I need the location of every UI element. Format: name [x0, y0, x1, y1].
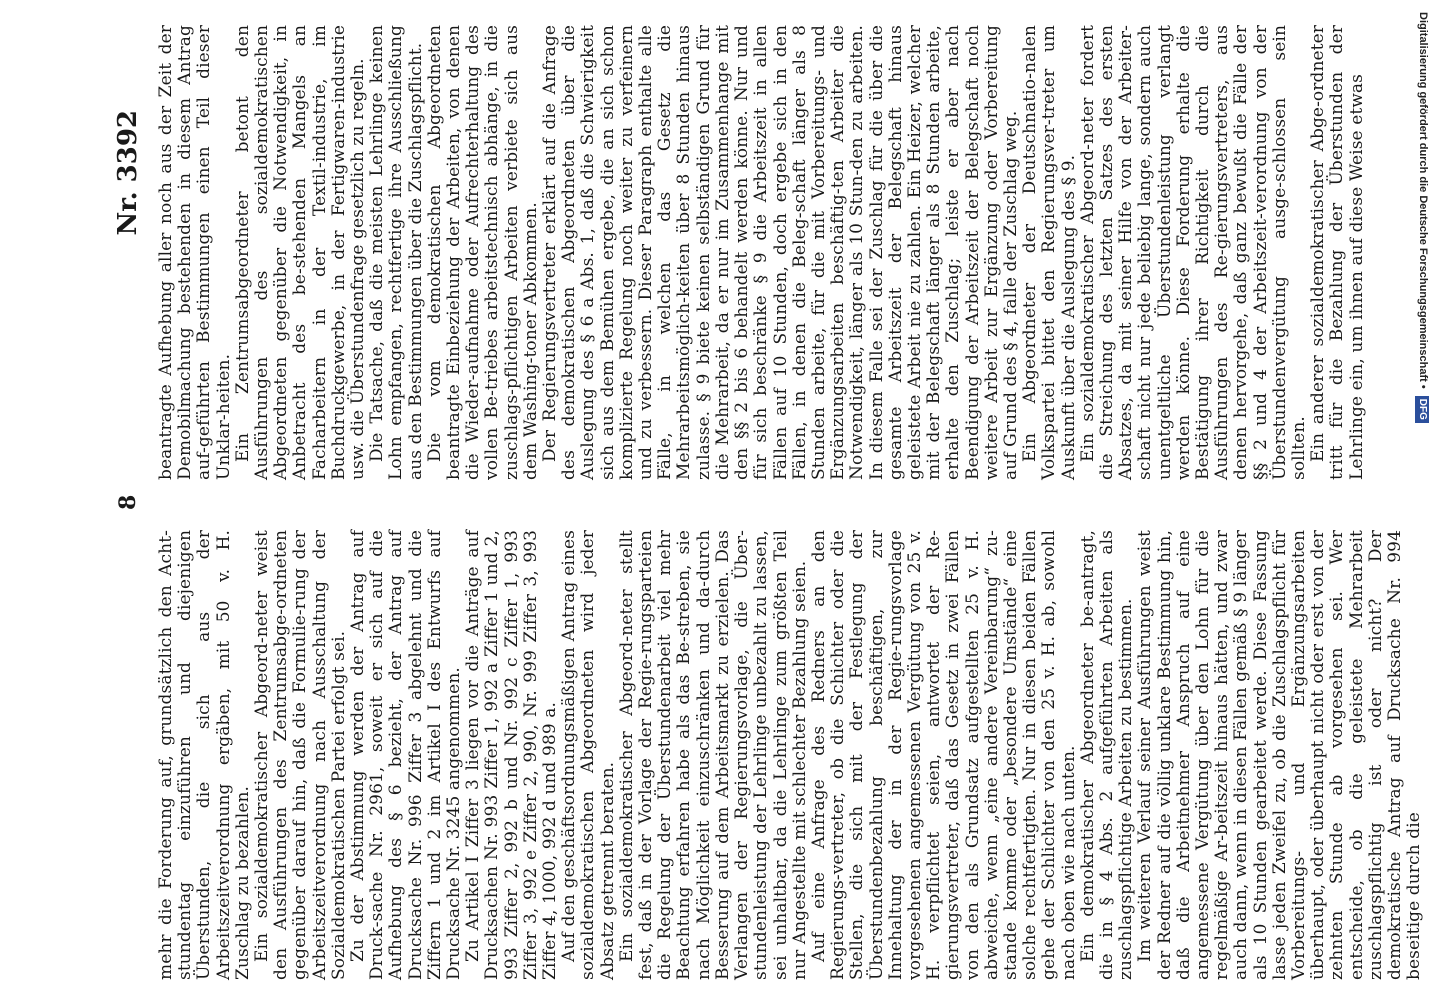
paragraph: Ein sozialdemokratischer Abgeord-neter weist den Ausführungen des Zentrumsabge-ordneten gegenüber darauf hin, daß die Formulie-rung der Arbeitszeitverordnung nach Ausschaltung der Sozialdemokratischen Partei erfolgt sei.: [252, 530, 349, 980]
paragraph: Der Regierungsvertreter erklärt auf die Anfrage des demokratischen Abgeordneten über die Auslegung des § 6 a Abs. 1, daß die Schwierigkeit sich aus dem Bemühen ergebe, die an sich schon komplizierte Regelung noch weiter zu verfeinern und zu verbessern. Dieser Paragraph enthalte alle Fälle, in welchen das Gesetz die Mehrarbeitsmöglich-keiten über 8 Stunden hinaus zulasse. § 9 biete keinen selbständigen Grund für die Mehrarbeit, da er nur im Zusammenhange mit den §§ 2 bis 6 behandelt werden könne. Nur und für sich beschränke § 9 die Arbeitszeit in allen Fällen auf 10 Stunden, doch ergebe sich in den Fällen, in denen die Beleg-schaft länger als 8 Stunden arbeite, für die mit Vorbereitungs- und Ergänzungsarbeiten beschäftig-ten Arbeiter die Notwendigkeit, länger als 10 Stun-den zu arbeiten. In diesem Falle sei der Zuschlag für die über die gesamte Arbeitszeit der Belegschaft hinaus geleistete Arbeit nie zu zahlen. Ein Heizer, welcher mit der Belegschaft länger als 8 Stunden arbeite, erhalte den Zuschlag; leiste er aber nach Beendigung der Arbeitszeit der Belegschaft noch weitere Arbeit zur Ergänzung oder Vorbereitung auf Grund des § 4, falle der Zuschlag weg.: [540, 25, 1021, 480]
paragraph: Zu der Abstimmung werden der Antrag auf Druck-sache Nr. 2961, soweit er sich auf die Aufhebung des § 6 bezieht, der Antrag auf Drucksache Nr. 996 Ziffer 3 abgelehnt und die Ziffern 1 und 2 im Artikel I des Entwurfs auf Drucksache Nr. 3245 angenommen.: [348, 530, 465, 980]
paragraph: Die Tatsache, daß die meisten Lehrlinge keinen Lohn empfangen, rechtfertige ihre Ausschließung aus den Bestimmungen über die Zuschlagspflicht.: [367, 25, 426, 480]
paragraph: Die vom demokratischen Abgeordneten beantragte Einbeziehung der Arbeiten, von denen die Wieder-aufnahme oder Aufrechterhaltung des vollen Be-triebes arbeitstechnisch abhänge, in die zuschlags-pflichtigen Arbeiten verbiete sich aus dem Washing-toner Abkommen.: [424, 25, 541, 480]
page-number: 8: [115, 494, 141, 510]
dfg-logo: DFG: [1415, 396, 1429, 423]
digitization-credit: [1412, 0, 1434, 1000]
paragraph: Ein Abgeordneter der Deutschnatio-nalen Volkspartei bittet den Regierungsver-treter um Auskunft über die Auslegung des § 9.: [1020, 25, 1079, 480]
paragraph: Ein sozialdemokratischer Abgeord-neter fordert die Streichung des letzten Satzes des ersten Absatzes, da mit seiner Hilfe von der Arbeiter-schaft nicht nur jede beliebig lange, sondern auch unentgeltliche Überstundenleistung verlangt werden könne. Diese Forderung erhalte die Bestätigung ihrer Richtigkeit durch die Ausführungen des Re-gierungsvertreters, aus denen hervorgehe, daß ganz bewußt die Fälle der §§ 2 und 4 der Arbeitszeit-verordnung von der Überstundenvergütung ausge-schlossen sein sollten.: [1077, 25, 1309, 480]
paragraph: Auf eine Anfrage des Redners an den Regierungs-vertreter, ob die Schichter oder die Stellen, die sich mit der Festlegung der Überstundenbezahlung beschäftigen, zur Innehaltung der in der Regie-rungsvorlage vorgesehenen angemessenen Vergütung von 25 v. H. verpflichtet seien, antwortet der Re-gierungsvertreter, daß das Gesetz in zwei Fällen von den als Grundsatz aufgestellten 25 v. H. abweiche, wenn „eine andere Vereinbarung“ zu-stande komme oder „besondere Umstände“ eine solche rechtfertigten. Nur in diesen beiden Fällen gehe der Schlichter von den 25 v. H. ab, sowohl nach oben wie nach unten.: [808, 530, 1079, 980]
credit-line: [1412, 0, 1434, 1000]
paragraph: Ein demokratischer Abgeordneter be-antragt, die in § 4 Abs. 2 aufgeführten Arbeiten als zuschlagspflichtige Arbeiten zu bestimmen.: [1077, 530, 1137, 980]
paragraph: mehr die Forderung auf, grundsätzlich den Acht-stundentag einzuführen und diejenigen Überstunden, die sich aus der Arbeitszeitverordnung ergäben, mit 50 v. H. Zuschlag zu bezahlen.: [156, 530, 253, 980]
text-column-left: [156, 530, 1425, 980]
paragraph: Zu Artikel I Ziffer 3 liegen vor die Anträge auf Drucksachen Nr. 993 Ziffer 1, 992 a Ziffer 1 und 2, 993 Ziffer 2, 992 b und Nr. 992 c Ziffer 1, 993 Ziffer 3, 992 e Ziffer 2, 990, Nr. 999 Ziffer 3, 993 Ziffer 4, 1000, 992 d und 989 a.: [463, 530, 561, 980]
paragraph: Im weiteren Verlauf seiner Ausführungen weist der Redner auf die völlig unklare Bestimmung hin, daß die Arbeitnehmer Anspruch auf eine angemessene Vergütung über den Lohn für die regelmäßige Ar-beitszeit hinaus hätten, und zwar auch dann, wenn in diesen Fällen gemäß § 9 länger als 10 Stunden gearbeitet werde. Diese Fassung lasse jeden Zweifel zu, ob die Zuschlagspflicht für Vorbereitungs- und Ergänzungsarbeiten überhaupt, oder überhaupt nicht oder erst von der zehnten Stunde ab vorgesehen sei. Wer entscheide, ob die geleistete Mehrarbeit zuschlagspflichtig ist oder nicht? Der demokratische Antrag auf Drucksache Nr. 994 beseitige durch die: [1135, 530, 1425, 980]
document-number: Nr. 3392: [113, 110, 143, 236]
paragraph: beantragte Aufhebung aller noch aus der Zeit der Demobilmachung bestehenden in diesem Antrag auf-geführten Bestimmungen einen Teil dieser Unklar-heiten.: [156, 25, 234, 480]
credit-text: Digitalisierung gefördert durch die Deutsche Forschungsgemeinschaft •: [1417, 12, 1429, 389]
paragraph: Auf den geschäftsordnungsmäßigen Antrag eines sozialdemokratischen Abgeordneten wird jeder Absatz getrennt beraten.: [559, 530, 618, 980]
paragraph: Ein Zentrumsabgeordneter betont den Ausführungen des sozialdemokratischen Abgeordneten gegenüber die Notwendigkeit, in Anbetracht des be-stehenden Mangels an Facharbeitern in der Textil-industrie, im Buchdruckgewerbe, in der Fertigwaren-industrie usw. die Überstundenfrage gesetzlich zu regeln.: [232, 25, 369, 480]
text-column-right: [156, 25, 1367, 480]
paragraph: Ein sozialdemokratischer Abgeord-neter stellt fest, daß in der Vorlage der Regie-rungsparteien die Regelung der Überstundenarbeit viel mehr Beachtung erfahren habe als das Be-streben, sie nach Möglichkeit einzuschränken und da-durch Besserung auf dem Arbeitsmarkt zu erzielen. Das Verlangen der Regierungsvorlage, die Über-stundenleistung der Lehrlinge unbezahlt zu lassen, sei unhaltbar, da die Lehrlinge zum größten Teil nur Angestellte mit schlechter Bezahlung seien.: [616, 530, 810, 980]
page-header: [113, 0, 153, 1000]
paragraph: Ein anderer sozialdemokratischer Abge-ordneter tritt für die Bezahlung der Überstunden der Lehrlinge ein, um ihnen auf diese Weise etwas: [1308, 25, 1367, 480]
